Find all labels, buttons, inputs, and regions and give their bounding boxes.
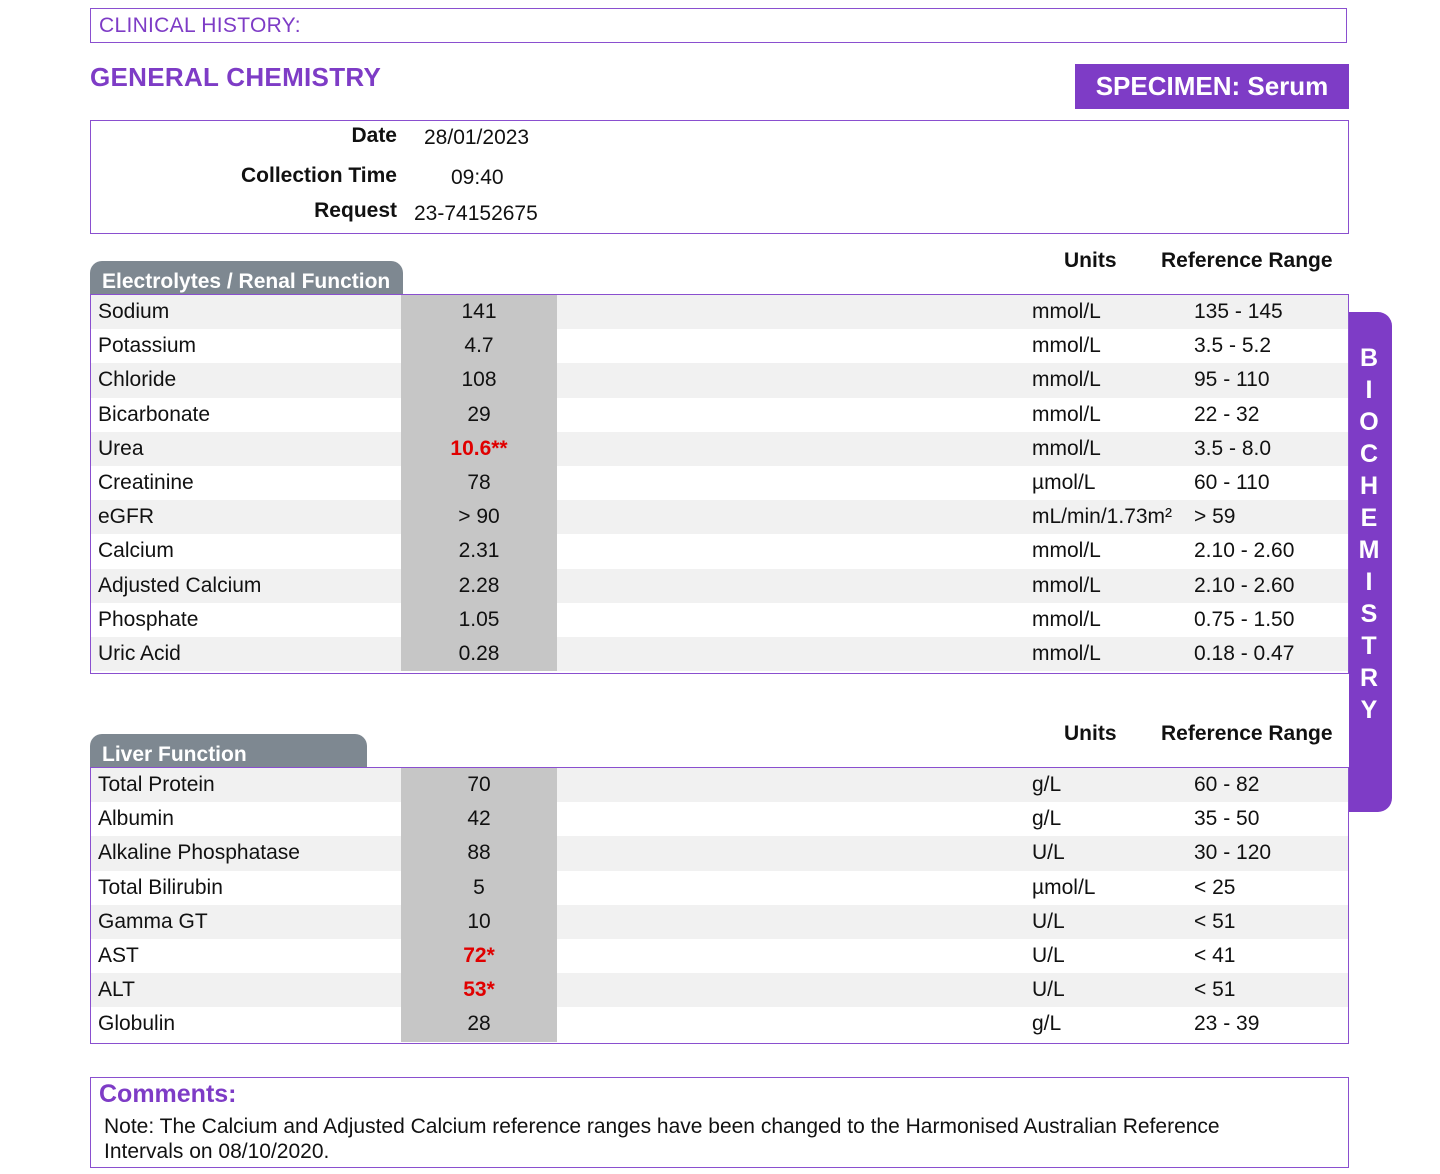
biochemistry-letter: I [1365,568,1373,596]
test-units: mmol/L [1032,539,1101,563]
test-units: mmol/L [1032,300,1101,323]
test-name: eGFR [98,505,155,529]
collection-time-label: Collection Time [241,164,397,187]
test-result: 108 [401,363,557,397]
test-reference-range: < 25 [1194,875,1236,899]
test-units: mL/min/1.73m² [1032,505,1173,529]
table-row [91,802,1348,836]
liver-title: Liver Function [102,743,247,766]
table-row [91,836,1348,870]
test-units: U/L [1032,943,1065,967]
clinical-history-label: CLINICAL HISTORY: [99,14,301,37]
test-reference-range: 35 - 50 [1194,807,1260,831]
biochemistry-letter: S [1360,600,1378,628]
test-result: 78 [401,466,557,500]
test-reference-range: 22 - 32 [1194,402,1260,426]
biochemistry-letter: O [1359,408,1379,436]
test-reference-range: 2.10 - 2.60 [1194,573,1295,597]
date-label: Date [351,124,397,147]
test-reference-range: 3.5 - 5.2 [1194,334,1272,358]
test-name: Gamma GT [98,909,208,933]
test-units: g/L [1032,773,1062,796]
table-row [91,905,1348,939]
test-units: g/L [1032,807,1062,831]
table-row [91,534,1348,568]
test-reference-range: 2.10 - 2.60 [1194,539,1295,563]
test-result: 42 [401,802,557,836]
table-row [91,569,1348,603]
biochemistry-letter: H [1359,472,1379,500]
biochemistry-letter: B [1359,344,1379,372]
test-name: Total Bilirubin [98,875,223,899]
test-result: 2.28 [401,569,557,603]
biochemistry-label [1349,342,1389,726]
table-row [91,768,1348,802]
test-name: Calcium [98,539,174,563]
test-units: g/L [1032,1012,1062,1036]
comments-title: Comments: [99,1080,237,1108]
electrolytes-title: Electrolytes / Renal Function [102,270,391,293]
test-name: Bicarbonate [98,402,211,426]
test-name: Chloride [98,368,177,392]
biochemistry-letter: R [1359,664,1379,692]
table-row [91,363,1348,397]
biochemistry-letter: I [1365,376,1373,404]
test-result: 5 [401,871,557,905]
biochemistry-letter: C [1359,440,1379,468]
test-reference-range: 60 - 82 [1194,773,1260,796]
biochemistry-letter: T [1361,632,1377,660]
electrolytes-table [90,294,1349,674]
test-units: µmol/L [1032,470,1096,494]
test-result: 72* [401,939,557,973]
test-name: AST [98,943,139,967]
table-row [91,939,1348,973]
request-info-box [90,120,1349,234]
test-units: mmol/L [1032,402,1101,426]
electrolytes-tab [90,261,403,295]
reference-range-header: Reference Range [1161,249,1333,272]
table-row [91,329,1348,363]
table-row [91,1007,1348,1041]
table-row [91,398,1348,432]
biochemistry-letter: E [1360,504,1378,532]
test-name: ALT [98,978,135,1002]
test-units: mmol/L [1032,607,1101,631]
test-reference-range: < 41 [1194,943,1236,967]
test-result: 28 [401,1007,557,1041]
test-name: Uric Acid [98,641,181,665]
test-reference-range: 0.75 - 1.50 [1194,607,1295,631]
test-units: mmol/L [1032,573,1101,597]
table-row [91,871,1348,905]
table-row [91,637,1348,671]
table-row [91,466,1348,500]
test-name: Urea [98,436,144,460]
test-name: Potassium [98,334,197,358]
liver-tab [90,734,367,768]
test-name: Alkaline Phosphatase [98,841,300,865]
test-reference-range: 30 - 120 [1194,841,1272,865]
table-row [91,603,1348,637]
table-row [91,295,1348,329]
section-title: GENERAL CHEMISTRY [90,62,382,92]
date-value: 28/01/2023 [424,126,530,149]
test-result: 1.05 [401,603,557,637]
test-result: 70 [401,768,557,802]
test-reference-range: 95 - 110 [1194,368,1270,392]
test-result: 10 [401,905,557,939]
test-result: 88 [401,836,557,870]
test-units: mmol/L [1032,641,1101,665]
liver-table [90,767,1349,1044]
test-result: 0.28 [401,637,557,671]
test-reference-range: 3.5 - 8.0 [1194,436,1272,460]
units-header: Units [1064,249,1117,272]
test-name: Creatinine [98,470,194,494]
table-row [91,500,1348,534]
test-result: 4.7 [401,329,557,363]
test-result: 53* [401,973,557,1007]
test-name: Phosphate [98,607,199,631]
test-result: 141 [401,295,557,329]
test-reference-range: > 59 [1194,505,1236,529]
biochemistry-letter: M [1358,536,1380,564]
biochemistry-letter: Y [1360,696,1378,724]
collection-time-value: 09:40 [451,166,504,189]
comments-text: Note: The Calcium and Adjusted Calcium reference ranges have been changed to the Harmonised Australian Reference Intervals on 08/10/2020. [104,1115,1220,1163]
table-row [91,432,1348,466]
test-reference-range: < 51 [1194,978,1236,1002]
test-result: 10.6** [401,432,557,466]
units-header: Units [1064,722,1117,745]
test-reference-range: 60 - 110 [1194,470,1270,494]
test-units: mmol/L [1032,334,1101,358]
clinical-history-box [90,8,1347,43]
test-units: U/L [1032,978,1065,1002]
test-reference-range: 0.18 - 0.47 [1194,641,1295,665]
test-result: 2.31 [401,534,557,568]
table-row [91,973,1348,1007]
comments-box [90,1077,1349,1168]
test-units: U/L [1032,909,1065,933]
test-reference-range: < 51 [1194,909,1236,933]
test-name: Sodium [98,300,170,323]
specimen-badge: SPECIMEN: Serum [1075,64,1349,109]
test-units: mmol/L [1032,368,1101,392]
test-result: 29 [401,398,557,432]
test-reference-range: 23 - 39 [1194,1012,1260,1036]
test-units: U/L [1032,841,1065,865]
test-name: Albumin [98,807,174,831]
test-name: Adjusted Calcium [98,573,262,597]
test-units: mmol/L [1032,436,1101,460]
reference-range-header: Reference Range [1161,722,1333,745]
biochemistry-side-tab [1349,312,1392,812]
test-reference-range: 135 - 145 [1194,300,1283,323]
request-label: Request [314,199,397,222]
test-name: Globulin [98,1012,176,1036]
request-value: 23-74152675 [414,202,538,225]
test-name: Total Protein [98,773,215,796]
test-result: > 90 [401,500,557,534]
test-units: µmol/L [1032,875,1096,899]
